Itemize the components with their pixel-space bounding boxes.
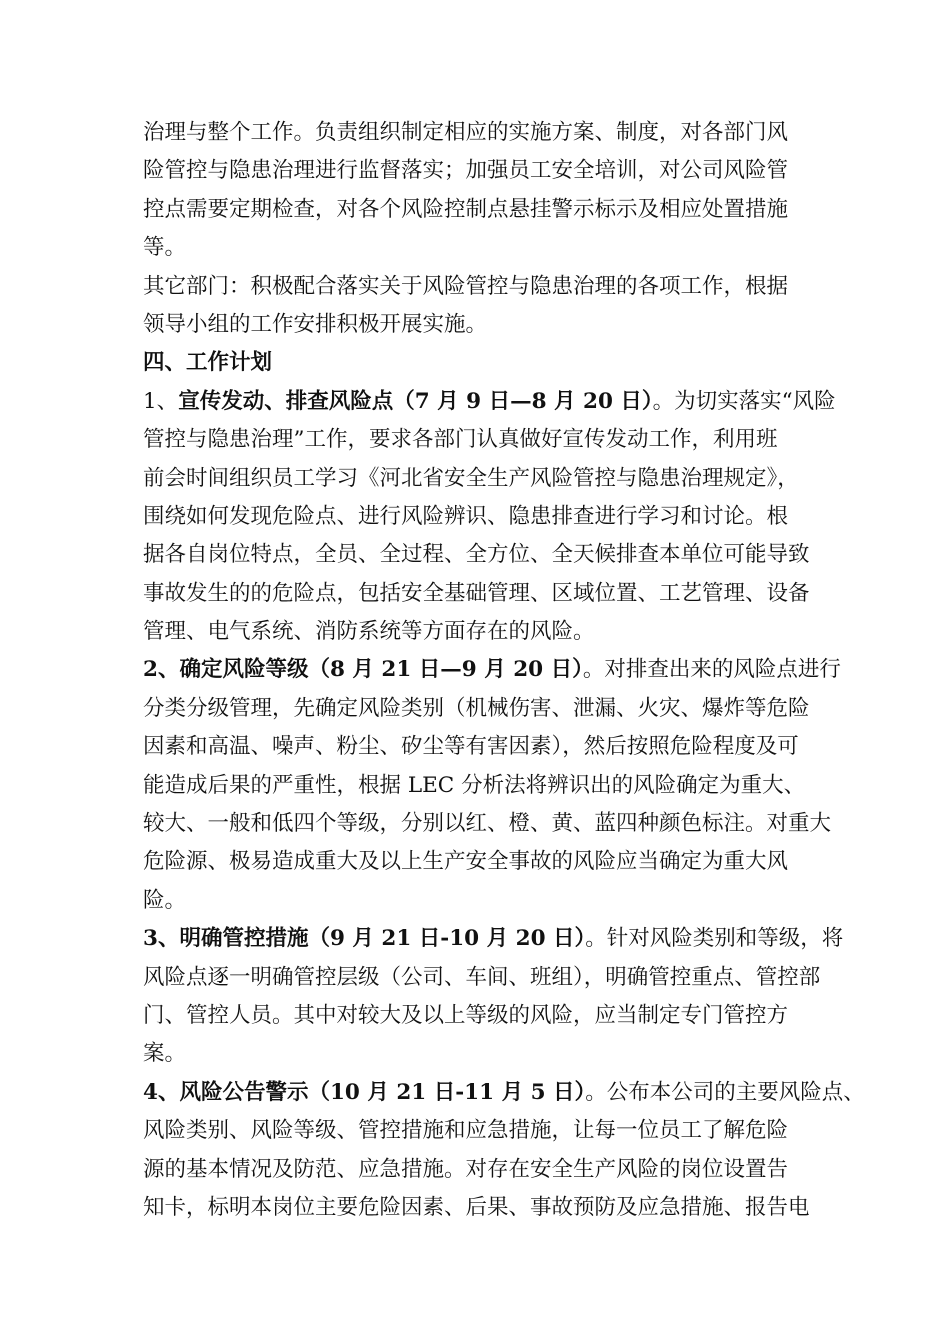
paragraph-line: 风险类别、风险等级、管控措施和应急措施，让每一位员工了解危险: [143, 1118, 789, 1144]
item-1-number: 1、: [143, 388, 179, 414]
paragraph-line: 围绕如何发现危险点、进行风险辨识、隐患排查进行学习和讨论。根: [143, 503, 789, 529]
paragraph-line: 能造成后果的严重性，根据 LEC 分析法将辨识出的风险确定为重大、: [143, 772, 806, 798]
paragraph-line: 门、管控人员。其中对较大及以上等级的风险，应当制定专门管控方: [143, 1002, 789, 1028]
paragraph-line: 等。: [143, 235, 187, 261]
paragraph-line: 案。: [143, 1041, 187, 1067]
paragraph-line: 险。: [143, 887, 187, 913]
paragraph-line: 其它部门：积极配合落实关于风险管控与隐患治理的各项工作，根据: [143, 273, 789, 299]
paragraph-line: 分类分级管理，先确定风险类别（机械伤害、泄漏、火灾、爆炸等危险: [143, 695, 810, 721]
paragraph-line: 前会时间组织员工学习《河北省安全生产风险管控与隐患治理规定》，: [143, 465, 799, 491]
paragraph-line: 治理与整个工作。负责组织制定相应的实施方案、制度，对各部门风: [143, 120, 789, 145]
item-3-heading-line: [143, 920, 843, 958]
paragraph-line: 险管控与隐患治理进行监督落实；加强员工安全培训，对公司风险管: [143, 158, 789, 184]
document-page: [143, 114, 865, 1227]
paragraph-line: 控点需要定期检查，对各个风险控制点悬挂警示标示及相应处置措施: [143, 196, 789, 222]
paragraph-line: 较大、一般和低四个等级，分别以红、橙、黄、蓝四种颜色标注。对重大: [143, 811, 832, 837]
item-3-lead: 。针对风险类别和等级，将: [585, 926, 844, 952]
item-1-heading-line: [143, 383, 843, 421]
item-4-title: 4、风险公告警示（10 月 21 日-11 月 5 日）: [143, 1079, 586, 1105]
item-1-title: 宣传发动、排查风险点（7 月 9 日—8 月 20 日）: [178, 388, 653, 414]
item-2-lead: 。对排查出来的风险点进行: [582, 657, 841, 683]
paragraph-line: 源的基本情况及防范、应急措施。对存在安全生产风险的岗位设置告: [143, 1156, 789, 1182]
item-4-heading-line: [143, 1074, 865, 1112]
paragraph-line: 管理、电气系统、消防系统等方面存在的风险。: [143, 619, 595, 645]
paragraph-line: 风险点逐一明确管控层级（公司、车间、班组），明确管控重点、管控部: [143, 964, 821, 990]
paragraph-line: 事故发生的的危险点，包括安全基础管理、区域位置、工艺管理、设备: [143, 580, 810, 606]
paragraph-line: 危险源、极易造成重大及以上生产安全事故的风险应当确定为重大风: [143, 849, 789, 875]
paragraph-line: 领导小组的工作安排积极开展实施。: [143, 311, 488, 337]
paragraph-line: 知卡，标明本岗位主要危险因素、后果、事故预防及应急措施、报告电: [143, 1194, 810, 1220]
item-3-title: 3、明确管控措施（9 月 21 日-10 月 20 日）: [143, 926, 586, 952]
section-heading: 四、工作计划: [143, 350, 273, 376]
paragraph-line: 因素和高温、噪声、粉尘、矽尘等有害因素），然后按照危险程度及可: [143, 734, 799, 760]
paragraph-line: 管控与隐患治理”工作，要求各部门认真做好宣传发动工作，利用班: [143, 427, 778, 453]
item-1-lead: 。为切实落实“风险: [652, 388, 836, 414]
item-2-title: 2、确定风险等级（8 月 21 日—9 月 20 日）: [143, 657, 583, 683]
item-4-lead: 。公布本公司的主要风险点、: [585, 1079, 865, 1105]
paragraph-line: 据各自岗位特点，全员、全过程、全方位、全天候排查本单位可能导致: [143, 542, 810, 568]
item-2-heading-line: [143, 651, 843, 689]
